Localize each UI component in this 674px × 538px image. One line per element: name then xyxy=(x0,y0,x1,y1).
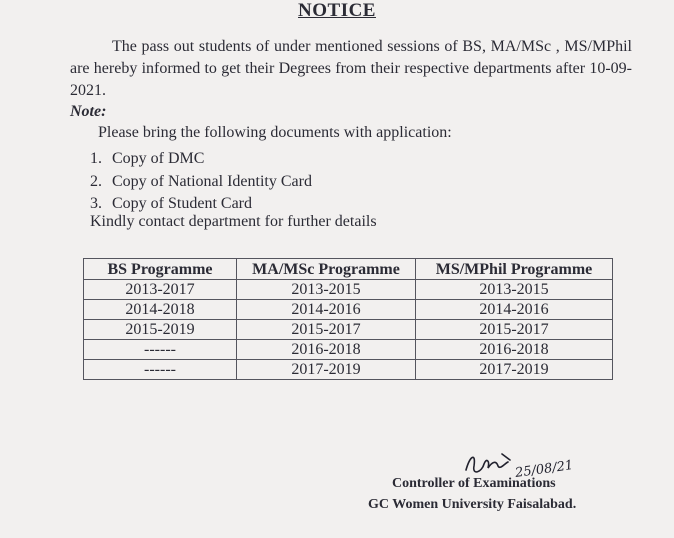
programme-table xyxy=(83,258,613,380)
table-cell: 2016-2018 xyxy=(237,340,416,360)
list-item-text: Copy of DMC xyxy=(112,150,205,167)
notice-paragraph-text: The pass out students of under mentioned sessions of BS, MA/MSc , MS/MPhil are hereby informed to get their Degrees from their respective departments after 10-09-2021. xyxy=(70,38,632,99)
column-header-ma-msc: MA/MSc Programme xyxy=(237,259,416,280)
list-item-number: 3. xyxy=(90,195,102,212)
list-item-number: 1. xyxy=(90,150,102,167)
table-header-row xyxy=(84,259,613,280)
list-item-text: Copy of National Identity Card xyxy=(112,172,312,190)
table-row xyxy=(84,280,613,300)
table-cell: 2015-2019 xyxy=(84,320,237,340)
table-cell: 2014-2018 xyxy=(84,300,237,320)
column-header-bs: BS Programme xyxy=(84,259,237,280)
table-cell: 2015-2017 xyxy=(416,320,613,340)
list-item-text: Copy of Student Card xyxy=(112,195,252,212)
table-cell: 2016-2018 xyxy=(416,340,613,360)
signature-date: 25/08/21 xyxy=(514,458,575,481)
table-cell: ------ xyxy=(84,340,237,360)
table-cell: 2013-2015 xyxy=(416,280,613,300)
table-row xyxy=(84,340,613,360)
table-cell: ------ xyxy=(84,360,237,380)
column-header-ms-mphil: MS/MPhil Programme xyxy=(416,259,613,280)
list-item xyxy=(90,148,312,171)
university-name: GC Women University Faisalabad. xyxy=(368,497,577,512)
instruction-text: Please bring the following documents with application: xyxy=(98,124,452,141)
table-cell: 2017-2019 xyxy=(416,360,613,380)
table-row xyxy=(84,360,613,380)
note-label: Note: xyxy=(70,103,107,120)
list-item xyxy=(90,171,312,194)
documents-list xyxy=(90,148,312,216)
list-item-number: 2. xyxy=(90,172,102,190)
table-cell: 2014-2016 xyxy=(416,300,613,320)
table-cell: 2013-2017 xyxy=(84,280,237,300)
table-cell: 2013-2015 xyxy=(237,280,416,300)
contact-text: Kindly contact department for further details xyxy=(90,213,377,230)
notice-paragraph xyxy=(70,36,632,102)
table-cell: 2014-2016 xyxy=(237,300,416,320)
controller-designation: Controller of Examinations xyxy=(392,476,556,491)
table-cell: 2015-2017 xyxy=(237,320,416,340)
table-row xyxy=(84,320,613,340)
table-cell: 2017-2019 xyxy=(237,360,416,380)
notice-title: NOTICE xyxy=(298,0,376,21)
table-row xyxy=(84,300,613,320)
